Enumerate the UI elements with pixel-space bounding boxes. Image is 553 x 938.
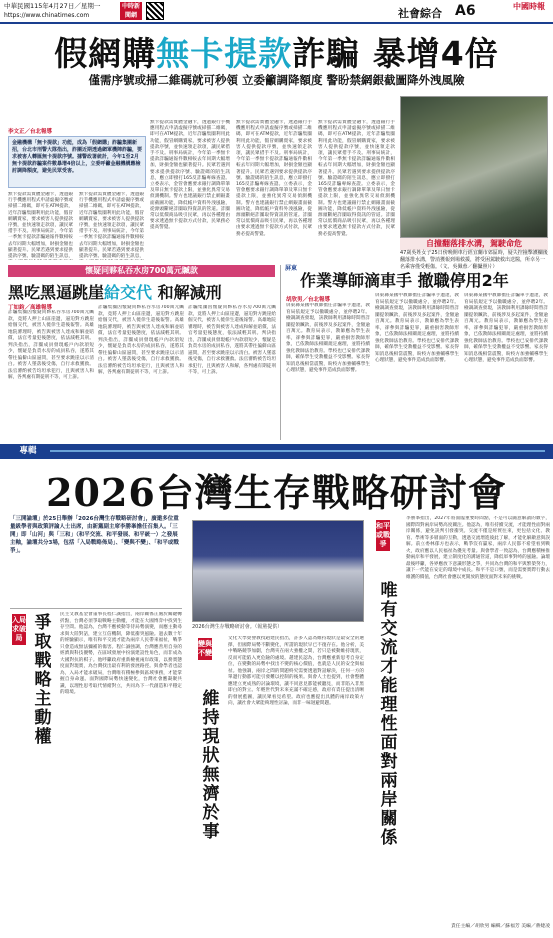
conference-photo-caption: 2026台灣生存戰略研討會。（報黨提供） [192, 624, 283, 630]
accident-photo [400, 96, 548, 238]
story3-headline: 作業導師滴車手 撤職停用2年 [300, 271, 509, 290]
story2-headline [8, 280, 275, 303]
special-section-tag: 專輯 [19, 446, 37, 456]
column-divider [280, 265, 281, 440]
story1-body-col5: 無卡提款需實體金融卡，透過銀行手機應用程式申請虛擬序號或掃描二維碼，即可在ATM提款，近年詐騙集團利用此功能，假冒網購賣家，要求被害人提供提款序號，並快速領走款項，讓民眾措手不及。刑事局統計，今年第一季無卡提款詐騙通報件數相較去年同期大幅增加，財損金額也顯著提升。民眾若遇到要求提供提款序號、驗證碼的陌生訊息，應立即撥打165反詐騙專線查證。立委表示，金管會應要求銀行調降單筆及單日無卡提款上限，並強化異常交易偵測機制。警方也建議銀行禁止網銀畫面截圖功能，降低帳戶資料外洩風險，從源頭斷絕詐團取得資訊的管道。詐團常以低價商品吸引民眾，再以各種理由要求透過無卡提款方式付款，民眾務必提高警覺。 [318, 120, 395, 237]
subheadline: 僅需序號或掃二維碼就可秒領 立委籲調降額度 警盼禁網銀截圖降外洩風險 [88, 73, 465, 87]
story3-body-col2: 屏東縣某國中教師擔任詐騙車手遭逮，教育局依規定予以撤職處分，並停聘2年。檢調調查發現，該教師利用課餘時間替詐團提領贓款，前後涉及多起案件，金額逾百萬元。教育局表示，教師應為學生表率，卻參與詐騙犯罪，嚴重損害教師形象，已依教師法相關規定處理，並將持續強化教師法治教育。學校也已安排代課教師，確保學生受教權益不受影響。家長得知消息後相當震驚，盼校方加強輔導學生心理狀態，避免事件造成負面影響。 [375, 293, 459, 363]
story3-region-tag: 屏東 [284, 265, 297, 272]
story2-byline: 丁如鈞／高雄報導 [8, 305, 53, 311]
col1-headline: 爭取戰略主動權 [34, 613, 52, 747]
feature-title: 2026台灣生存戰略研討會 [46, 470, 507, 515]
story2-headline-highlight: 給交代 [104, 283, 153, 302]
col2-body: 文化大學榮譽教授趙建民指出，許多人認為維持現狀是最安全的選擇，但國際局勢不斷變化，所謂的現狀早已不復存在。他分析，美中戰略競爭加劇，台灣夾在兩大強權之間，若只是被動維持現狀，反而可能陷入更危險的處境。趙建民認為，台灣應重新思考自身定位，在變動的局勢中找出不變的核心價值，也就是人民的安全與福祉。他強調，兩岸之間的問題終究需要透過對話解決，任何一方的單邊行動都可能引發難以控制的後果。與會人士也提到，社會整體應建立更成熟的討論環境，讓不同意見都能被聽見，而非陷入非黑即白的對立。年輕世代對未來充滿不確定感，政府有責任提出清晰的發展藍圖，讓民眾看見希望。政府也應提出具體的兩岸政策方向，讓社會大眾能夠理性討論，而非一味迴避問題。 [228, 636, 364, 706]
masthead-info [4, 2, 100, 20]
story1-byline: 李文正／台北報導 [8, 129, 53, 135]
col3-tag: 和平或戰爭 [376, 520, 390, 551]
special-intro: 「三開論壇」於25日舉辦「2026台灣生存戰略研討會」，廣邀多位重量級學者與政策評論人士出席，由新黨副主席李勝峯擔任召集人。「三開」即「山河」與「三和」（和平交流、和平發展、和平統一）之發展主軸，論壇共分3場，包括「入局戰略佈局」、「變與不變」、「和平或戰爭」。 [10, 516, 179, 554]
headline-part2: 詐騙 暴增4倍 [292, 34, 499, 73]
col3-body: 李勝峯指出，2027年將面臨重要時間點，不是可以隨意解讀的數字，國際間對兩岸局勢高度關注。他認為，唯有持續交流，才能理性面對兩岸關係，避免誤判引發衝突。交流不僅是經貿往來，更包括文化、教育、學術等多層面的互動，透過交流增進彼此了解，才能化解敵意與誤解。前立委林郁方也表示，戰爭沒有贏家，兩岸人民都不希望看到戰火，政府應以人民福祉為優先考量。與會學者一致認為，台灣應積極推動兩岸和平發展，建立制度化的溝通管道，降低軍事對峙的風險。論壇最後呼籲，各界應放下意識形態之爭，共同為台灣的和平與繁榮努力，讓下一代能在安定的環境中成長。和平不是口號，而是需要實際行動去維護的價值，台灣社會應以更開放的態度面對未來的挑戰。 [406, 516, 550, 580]
special-section-bar [0, 444, 553, 459]
story2-banner: 懷疑同夥私吞水房700萬元贓款 [8, 265, 275, 277]
chinatimes-logo: 中時新聞網 [121, 3, 140, 19]
section-name: 社會綜合 [398, 7, 442, 20]
story2-body-col3: 詐騙集團因懷疑同夥私吞水房700萬元贓款，竟將人押上山區崖邊，逼迫對方跳崖給個交代，被害人僥倖生還後報警。高雄地院審理時，被告與被害人達成和解並賠償，法官考量犯後態度，依法減輕其刑。判決指出，詐團成員發現帳戶內款項短少，懷疑是負責水房的成員私吞，遂將其帶往偏僻山區逼問，甚至要求跳崖以示清白。被害人墜落後受傷，自行求救獲救。法官審酌被告均坦承犯行，且與被害人和解，各判處有期徒刑不等，可上訴。 [188, 305, 276, 375]
col1-tag: 入局求破局 [12, 614, 26, 645]
conference-photo [192, 520, 364, 622]
story1-lead: 金融機構「無卡提款」功能，成為「假網購」詐騙集團新招，台北市刑警大隊指出，詐團近期透過網軍機陣詐騙，要求被害人轉匯無卡提款序號。據警政署統計，今年1至2月無卡提款詐騙案件數暴增4倍以上，立委呼籲金融機構應檢討調降額度，避免民眾受害。 [8, 136, 146, 188]
page-number: A6 [455, 3, 476, 19]
masthead [0, 0, 553, 24]
story3-body-col1: 屏東縣某國中教師擔任詐騙車手遭逮，教育局依規定予以撤職處分，並停聘2年。檢調調查發現，該教師利用課餘時間替詐團提領贓款，前後涉及多起案件，金額逾百萬元。教育局表示，教師應為學生表率，卻參與詐騙犯罪，嚴重損害教師形象，已依教師法相關規定處理，並將持續強化教師法治教育。學校也已安排代課教師，確保學生受教權益不受影響。家長得知消息後相當震驚，盼校方加強輔導學生心理狀態，避免事件造成負面影響。 [286, 303, 370, 373]
headline-part1: 假網購 [54, 34, 157, 73]
intro-divider [10, 608, 182, 609]
site-url[interactable]: https://www.chinatimes.com [4, 12, 90, 19]
qr-code-icon [146, 2, 164, 20]
story1-body-col2: 無卡提款需實體金融卡，透過銀行手機應用程式申請虛擬序號或掃描二維碼，即可在ATM提款，近年詐騙集團利用此功能，假冒網購賣家，要求被害人提供提款序號，並快速領走款項，讓民眾措手不及。刑事局統計，今年第一季無卡提款詐騙通報件數相較去年同期大幅增加，財損金額也顯著提升。民眾若遇到要求提供提款序號、驗證碼的陌生訊息， [79, 192, 144, 260]
story2-headline-part2: 和解減刑 [152, 283, 222, 302]
brand-logo: 中國時報 [513, 2, 545, 11]
accident-photo-title: 自撞翻落排水溝，駕駛命危 [400, 238, 548, 250]
story2-body-col2: 詐騙集團因懷疑同夥私吞水房700萬元贓款，竟將人押上山區崖邊，逼迫對方跳崖給個交代，被害人僥倖生還後報警。高雄地院審理時，被告與被害人達成和解並賠償，法官考量犯後態度，依法減輕其刑。判決指出，詐團成員發現帳戶內款項短少，懷疑是負責水房的成員私吞，遂將其帶往偏僻山區逼問，甚至要求跳崖以示清白。被害人墜落後受傷，自行求救獲救。法官審酌被告均坦承犯行，且與被害人和解，各判處有期徒刑不等，可上訴。 [98, 305, 184, 375]
story3-body-col3: 屏東縣某國中教師擔任詐騙車手遭逮，教育局依規定予以撤職處分，並停聘2年。檢調調查發現，該教師利用課餘時間替詐團提領贓款，前後涉及多起案件，金額逾百萬元。教育局表示，教師應為學生表率，卻參與詐騙犯罪，嚴重損害教師形象，已依教師法相關規定處理，並將持續強化教師法治教育。學校也已安排代課教師，確保學生受教權益不受影響。家長得知消息後相當震驚，盼校方加強輔導學生心理狀態，避免事件造成負面影響。 [464, 293, 548, 363]
col2-tag: 變與不變 [198, 638, 212, 660]
headline-highlight: 無卡提款 [156, 34, 293, 73]
section-bar-line [50, 450, 545, 452]
story1-body-col1: 無卡提款需實體金融卡，透過銀行手機應用程式申請虛擬序號或掃描二維碼，即可在ATM提款，近年詐騙集團利用此功能，假冒網購賣家，要求被害人提供提款序號，並快速領走款項，讓民眾措手不及。刑事局統計，今年第一季無卡提款詐騙通報件數相較去年同期大幅增加，財損金額也顯著提升。民眾若遇到要求提供提款序號、驗證碼的陌生訊息， [8, 192, 73, 260]
col2-headline: 維持現狀無濟於事 [202, 689, 220, 842]
issue-date: 中華民國115年4月27日／星期一 [4, 2, 101, 10]
editor-credits: 責任主編／胡欣男 編輯／蘇福芳 美編／蔣婕凌 [451, 924, 550, 929]
story1-body-col3: 無卡提款需實體金融卡，透過銀行手機應用程式申請虛擬序號或掃描二維碼，即可在ATM提款，近年詐騙集團利用此功能，假冒網購賣家，要求被害人提供提款序號，並快速領走款項，讓民眾措手不及。刑事局統計，今年第一季無卡提款詐騙通報件數相較去年同期大幅增加，財損金額也顯著提升。民眾若遇到要求提供提款序號、驗證碼的陌生訊息，應立即撥打165反詐騙專線查證。立委表示，金管會應要求銀行調降單筆及單日無卡提款上限，並強化異常交易偵測機制。警方也建議銀行禁止網銀畫面截圖功能，降低帳戶資料外洩風險，從源頭斷絕詐團取得資訊的管道。詐團常以低價商品吸引民眾，再以各種理由要求透過無卡提款方式付款，民眾務必提高警覺。 [150, 120, 230, 231]
accident-photo-caption: 47歲吳姓女子25日傍晚開車行經宜蘭市郊區時，疑失控撞擊護欄後翻落排水溝，警消獲報到場救援，將受困駕駛救出送醫，所幸另一名乘客僅受輕傷。（文、吳佩蓉／翻攝照片） [400, 250, 548, 270]
col1-body: 民主文教基金會董事長程仁誠指出，兩岸關係正處於關鍵轉折點，台灣必須爭取戰略主動權，才能在大國博弈中找到生存空間。他認為，台灣不應被動等待局勢演變，而應主動尋求與大陸對話，建立互信機制，降低衝突風險。過去數十年的經驗顯示，唯有和平交流才能為兩岸人民帶來福祉，戰爭只會造成無法彌補的傷害。程仁誠強調，台灣應善用自身的經濟與科技優勢，在區域發展中扮演建設性角色，而非成為大國對抗的棋子。他呼籲政府重新檢視兩岸政策，以務實態度面對現實，為台灣找出最有利的發展路徑。與會學者也認為，入局才能求破局，台灣唯有積極參與區域事務，才能掌握自身命運。面對國際局勢快速變化，台灣社會應凝聚共識，以理性思考取代情緒對立，共同為下一代創造和平穩定的環境。 [60, 612, 182, 695]
main-headline [0, 28, 553, 75]
story2-headline-part1: 黑吃黑逼跳崖 [8, 283, 105, 302]
story3-byline: 胡欣男／台北報導 [286, 297, 331, 303]
story2-body-col1: 詐騙集團因懷疑同夥私吞水房700萬元贓款，竟將人押上山區崖邊，逼迫對方跳崖給個交代，被害人僥倖生還後報警。高雄地院審理時，被告與被害人達成和解並賠償，法官考量犯後態度，依法減輕其刑。判決指出，詐團成員發現帳戶內款項短少，懷疑是負責水房的成員私吞，遂將其帶往偏僻山區逼問，甚至要求跳崖以示清白。被害人墜落後受傷，自行求救獲救。法官審酌被告均坦承犯行，且與被害人和解，各判處有期徒刑不等，可上訴。 [8, 310, 94, 380]
story1-body-col4: 無卡提款需實體金融卡，透過銀行手機應用程式申請虛擬序號或掃描二維碼，即可在ATM提款，近年詐騙集團利用此功能，假冒網購賣家，要求被害人提供提款序號，並快速領走款項，讓民眾措手不及。刑事局統計，今年第一季無卡提款詐騙通報件數相較去年同期大幅增加，財損金額也顯著提升。民眾若遇到要求提供提款序號、驗證碼的陌生訊息，應立即撥打165反詐騙專線查證。立委表示，金管會應要求銀行調降單筆及單日無卡提款上限，並強化異常交易偵測機制。警方也建議銀行禁止網銀畫面截圖功能，降低帳戶資料外洩風險，從源頭斷絕詐團取得資訊的管道。詐團常以低價商品吸引民眾，再以各種理由要求透過無卡提款方式付款，民眾務必提高警覺。 [236, 120, 312, 237]
col3-headline: 唯有交流 才能理性面對兩岸關係 [380, 581, 398, 848]
